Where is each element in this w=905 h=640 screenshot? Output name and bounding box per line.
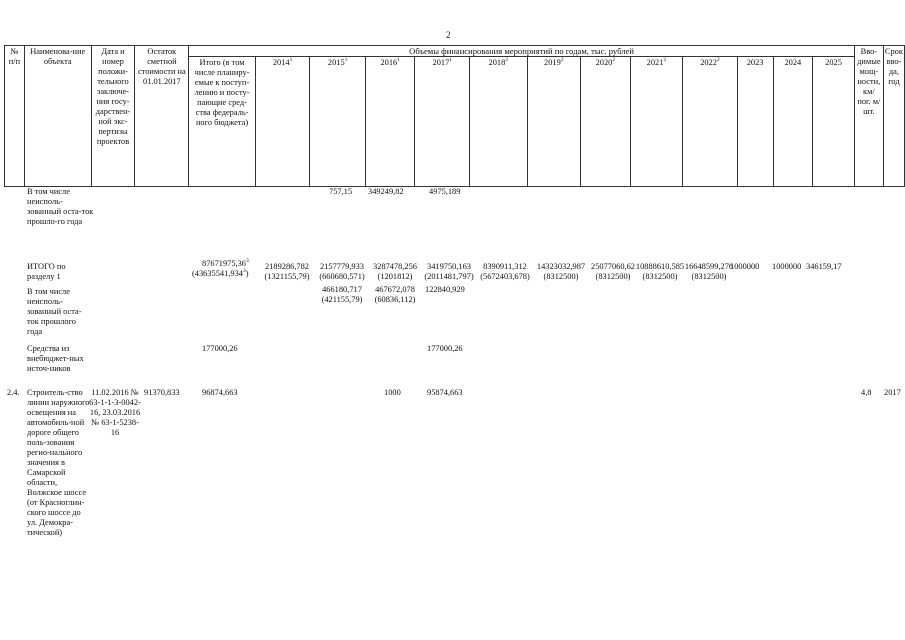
header-name: Наименова-ние объекта (24, 46, 91, 187)
row5-rest: 91370,833 (144, 388, 180, 397)
header-num: № п/п (5, 46, 25, 187)
row3-2016: 467672,078 (60836,112) (374, 285, 416, 304)
row2-total-sub: (43635541,934$^3$) (192, 268, 249, 278)
row2-total: 87671975,36$^3$ (202, 258, 249, 268)
row2-2014: 2189286,782 (1321155,79) (264, 262, 310, 281)
table-header (4, 45, 905, 187)
row5-2017: 95874,663 (427, 388, 463, 397)
row5-name: Строитель-ство линии наружного освещения на автомобиль-ной дороге общего поль-зования регио-нального значения в Самарской области, Волжское шоссе (от Красноглин-ского шоссе до ул. Демокра-тической) (27, 388, 90, 537)
row2-2022: 16648599,276 (8312500) (684, 262, 734, 281)
row5-capacity: 4,8 (861, 388, 872, 397)
page-number: 2 (446, 30, 451, 40)
row1-2016: 349249,82 (368, 187, 404, 196)
row5-date: 11.02.2016 № 63-1-1-3-0042-16, 23.03.2016 № 63-1-5238-16 (89, 388, 141, 437)
row4-total: 177000,26 (202, 344, 238, 353)
row5-num: 2.4. (7, 388, 20, 397)
header-year-2014: 2014$^1$ (255, 57, 310, 187)
header-year-2020: 2020$^2$ (581, 57, 631, 187)
header-year-2022: 2022$^2$ (683, 57, 738, 187)
row2-2017: 3419750,163 (2011481,797) (424, 262, 474, 281)
header-year-2016: 2016$^1$ (365, 57, 415, 187)
header-year-2025: 2025 (813, 57, 855, 187)
row5-term: 2017 (884, 388, 901, 397)
row1-2015: 757,15 (329, 187, 353, 196)
header-year-2019: 2019$^2$ (527, 57, 581, 187)
row2-2024: 1000000 (772, 262, 802, 271)
row2-name: ИТОГО по разделу 1 (27, 262, 66, 281)
row1-name: В том числе неисполь-зованный оста-ток прошло-го года (27, 187, 94, 226)
header-term: Срок вво-да, год (883, 46, 904, 187)
header-capacity: Вво-димые мощ-ности, км/ пог. м/шт. (854, 46, 883, 187)
header-total: Итого (в том числе планиру-емые к поступ-лению и посту-пающие сред-ства федераль-ного бюджета) (189, 57, 256, 187)
header-year-2021: 2021$^2$ (630, 57, 683, 187)
header-date: Дата и номер положи-тельного заключе-ния госу-дарствен-ной экс-пертизы проектов (91, 46, 135, 187)
row2-2025: 346159,17 (806, 262, 842, 271)
row2-2018: 8390911,312 (5672403,678) (480, 262, 530, 281)
row3-2017: 122840,929 (425, 285, 465, 294)
row3-name: В том числе неисполь-зованный оста-ток прошлого года (27, 287, 82, 336)
row5-2016: 1000 (384, 388, 401, 397)
row4-2017: 177000,26 (427, 344, 463, 353)
row2-2016: 3287478,256 (1201812) (373, 262, 417, 281)
header-year-2017: 2017$^1$ (415, 57, 470, 187)
row2-2020: 25077060,62 (8312500) (591, 262, 635, 281)
row5-total: 96874,663 (202, 388, 238, 397)
row1-2017: 4975,189 (429, 187, 461, 196)
row3-2015: 466180,717 (421155,79) (321, 285, 363, 304)
header-rest: Остаток сметной стоимости на 01.01.2017 (135, 46, 189, 187)
row2-2019: 14323032,987 (8312500) (536, 262, 586, 281)
row4-name: Средства из внебюджет-ных источ-ников (27, 344, 84, 373)
header-year-2023: 2023 (737, 57, 773, 187)
row2-2023: 1000000 (730, 262, 760, 271)
header-year-2024: 2024 (773, 57, 813, 187)
header-funding-title: Объемы финансирования мероприятий по годам, тыс. рублей (189, 46, 855, 57)
header-year-2018: 2018$^2$ (470, 57, 527, 187)
row2-2021: 10888610,585 (8312500) (635, 262, 685, 281)
row2-2015: 2157779,933 (660680,571) (319, 262, 365, 281)
header-year-2015: 2015$^1$ (310, 57, 366, 187)
